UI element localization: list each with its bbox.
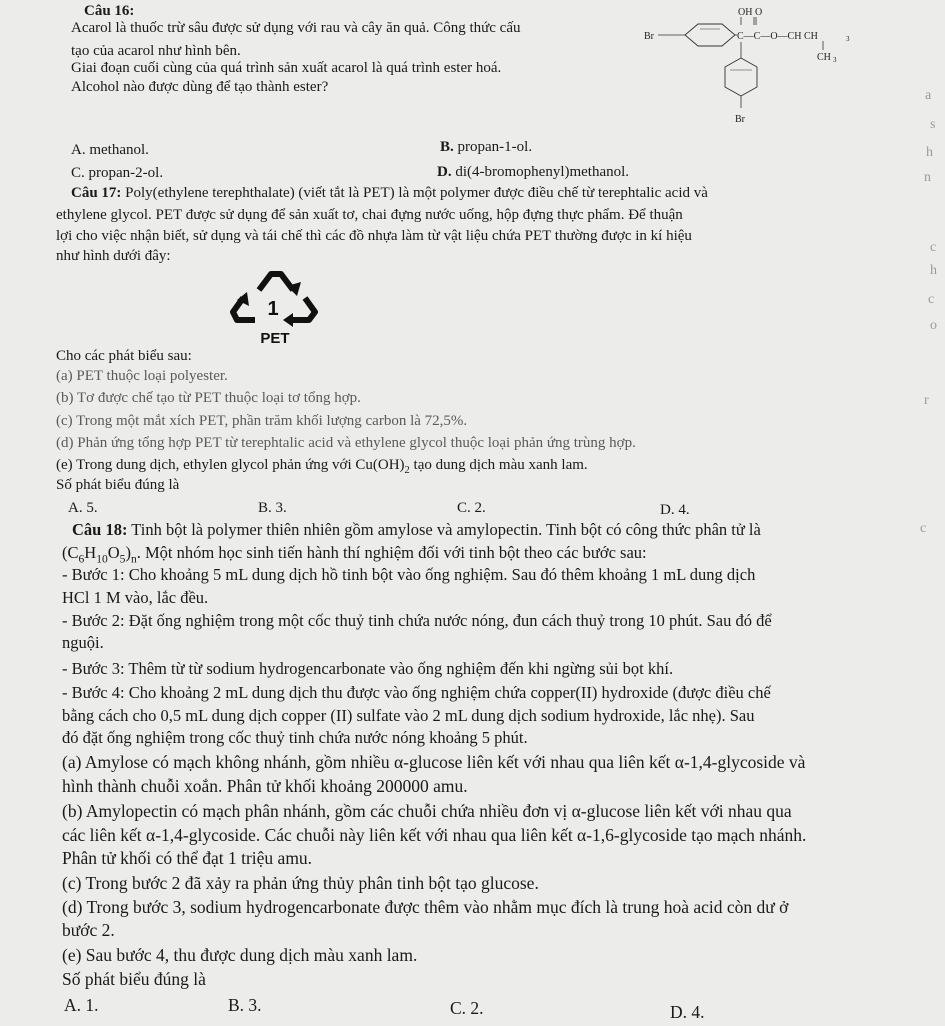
acarol-structure bbox=[640, 2, 870, 132]
q18-statement-d-line2: bước 2. bbox=[62, 920, 115, 940]
q18-statement-c: (c) Trong bước 2 đã xảy ra phản ứng thủy phân tinh bột tạo glucose. bbox=[62, 873, 539, 893]
structure-br-left: Br bbox=[644, 31, 654, 42]
structure-top-label: OH O bbox=[738, 7, 763, 18]
structure-ch3: CH bbox=[817, 52, 831, 63]
q17-statement-a: (a) PET thuộc loại polyester. bbox=[56, 368, 228, 384]
q16-text-line3: Giai đoạn cuối cùng của quá trình sản xuất acarol là quá trình ester hoá. bbox=[71, 60, 502, 76]
q17-statement-b: (b) Tơ được chế tạo từ PET thuộc loại tơ tổng hợp. bbox=[56, 390, 361, 406]
structure-ch3-sub: 3 bbox=[833, 56, 837, 64]
q16-option-a: A. methanol. bbox=[71, 142, 149, 158]
q17-option-c: C. 2. bbox=[457, 500, 486, 516]
q17-statement-e: (e) Trong dung dịch, ethylen glycol phản ứng với $Cu(OH)_2$ tạo dung dịch màu xanh lam. bbox=[56, 457, 588, 476]
q17-statement-c: (c) Trong một mắt xích PET, phần trăm khối lượng carbon là 72,5%. bbox=[56, 413, 468, 429]
q18-text-line1: Câu 18: Tinh bột là polymer thiên nhiên gồm amylose và amylopectin. Tinh bột có công thức phân tử là bbox=[72, 520, 761, 539]
q18-step4-line1: - Bước 4: Cho khoảng 2 mL dung dịch thu được vào ống nghiệm chứa copper(II) hydroxide (được điều chế bbox=[62, 683, 771, 702]
q18-option-a: A. 1. bbox=[64, 995, 99, 1015]
q16-text-line1: Acarol là thuốc trừ sâu được sử dụng với rau và cây ăn quả. Công thức cấu bbox=[71, 20, 521, 36]
q17-count-prompt: Số phát biểu đúng là bbox=[56, 477, 180, 493]
q16-heading: Câu 16: bbox=[84, 3, 135, 19]
q17-text-line1: Câu 17: Poly(ethylene terephthalate) (viết tắt là PET) là một polymer được điều chế từ terephtalic acid và bbox=[71, 185, 708, 201]
q17-statement-d: (d) Phản ứng tổng hợp PET từ terephtalic acid và ethylene glycol thuộc loại phản ứng trùng hợp. bbox=[56, 435, 636, 451]
q18-step4-line2: bằng cách cho 0,5 mL dung dịch copper (II) sulfate vào 2 mL dung dịch sodium hydroxide, lắc nhẹ). Sau bbox=[62, 706, 755, 725]
q18-step2-line1: - Bước 2: Đặt ống nghiệm trong một cốc thuỷ tinh chứa nước nóng, đun cách thuỷ trong 10 phút. Sau đó để bbox=[62, 611, 772, 630]
edge-fragment: c bbox=[928, 292, 935, 307]
q17-option-d: D. 4. bbox=[660, 502, 690, 518]
q17-option-b: B. 3. bbox=[258, 500, 287, 516]
pet-recycling-logo bbox=[225, 268, 325, 346]
q18-step1-line2: HCl 1 M vào, lắc đều. bbox=[62, 588, 209, 607]
structure-br-bottom: Br bbox=[735, 114, 745, 125]
q18-statement-b-line1: (b) Amylopectin có mạch phân nhánh, gồm các chuỗi chứa nhiều đơn vị α-glucose liên kết với nhau qua bbox=[62, 801, 792, 821]
q18-statement-e: (e) Sau bước 4, thu được dung dịch màu xanh lam. bbox=[62, 945, 418, 965]
edge-fragment: h bbox=[926, 145, 933, 160]
structure-chain: C—C—O—CH CH bbox=[737, 31, 818, 42]
q16-option-b: B. propan-1-ol. bbox=[440, 139, 533, 155]
q16-text-line4: Alcohol nào được dùng để tạo thành ester? bbox=[71, 79, 329, 95]
edge-fragment: c bbox=[920, 521, 927, 536]
q18-step2-line2: nguội. bbox=[62, 633, 104, 652]
q18-statement-a-line1: (a) Amylose có mạch không nhánh, gồm nhiều α-glucose liên kết với nhau qua liên kết α-1,4-glycoside và bbox=[62, 752, 806, 772]
q16-text-line2: tạo của acarol như hình bên. bbox=[71, 43, 241, 59]
edge-fragment: a bbox=[925, 88, 932, 103]
edge-fragment: s bbox=[930, 117, 936, 132]
q18-statement-b-line2: các liên kết α-1,4-glycoside. Các chuỗi này liên kết với nhau qua liên kết α-1,6-glycoside tạo mạch nhánh. bbox=[62, 825, 807, 845]
q18-option-c: C. 2. bbox=[450, 998, 484, 1018]
edge-fragment: c bbox=[930, 240, 937, 255]
q17-option-a: A. 5. bbox=[68, 500, 98, 516]
q17-intro: Cho các phát biểu sau: bbox=[56, 348, 192, 364]
q18-step3: - Bước 3: Thêm từ từ sodium hydrogencarbonate vào ống nghiệm đến khi ngừng sủi bọt khí. bbox=[62, 659, 674, 678]
benzene-ring-top bbox=[685, 24, 735, 46]
q17-text-line2: ethylene glycol. PET được sử dụng để sản xuất tơ, chai đựng nước uống, hộp đựng thực phẩm. Để thuận bbox=[56, 207, 683, 223]
q18-statement-a-line2: hình thành chuỗi xoắn. Phân tử khối khoảng 200000 amu. bbox=[62, 776, 468, 796]
q16-option-c: C. propan-2-ol. bbox=[71, 165, 164, 181]
q18-statement-b-line3: Phân tử khối có thể đạt 1 triệu amu. bbox=[62, 848, 313, 868]
structure-sub3: 3 bbox=[846, 35, 850, 43]
q16-option-d: D. di(4-bromophenyl)methanol. bbox=[437, 164, 630, 180]
q17-text-line3: lợi cho việc nhận biết, sử dụng và tái chế thì các đồ nhựa làm từ vật liệu chứa PET thường được in kí hiệu bbox=[56, 228, 692, 244]
pet-logo-number: 1 bbox=[267, 298, 279, 320]
q18-step4-line3: đó đặt ống nghiệm trong cốc thuỷ tinh chứa nước nóng khoảng 5 phút. bbox=[62, 728, 528, 747]
edge-fragment: o bbox=[930, 318, 937, 333]
q18-option-b: B. 3. bbox=[228, 995, 262, 1015]
edge-fragment: h bbox=[930, 263, 937, 278]
q17-text-line4: như hình dưới đây: bbox=[56, 248, 171, 264]
q18-step1-line1: - Bước 1: Cho khoảng 5 mL dung dịch hồ tinh bột vào ống nghiệm. Sau đó thêm khoảng 1 mL dung dịch bbox=[62, 565, 756, 584]
pet-logo-label: PET bbox=[260, 330, 290, 346]
q18-text-line2: $(C_6H_{10}O_5)_n$. Một nhóm học sinh tiến hành thí nghiệm đối với tinh bột theo các bước sau: bbox=[62, 543, 647, 566]
benzene-ring-bottom bbox=[725, 58, 757, 96]
q18-statement-d-line1: (d) Trong bước 3, sodium hydrogencarbonate được thêm vào nhằm mục đích là trung hoà acid còn dư ở bbox=[62, 897, 789, 917]
edge-fragment: n bbox=[924, 170, 931, 185]
q18-option-d: D. 4. bbox=[670, 1002, 705, 1022]
q18-count-prompt: Số phát biểu đúng là bbox=[62, 969, 206, 989]
edge-fragment: r bbox=[924, 393, 929, 408]
